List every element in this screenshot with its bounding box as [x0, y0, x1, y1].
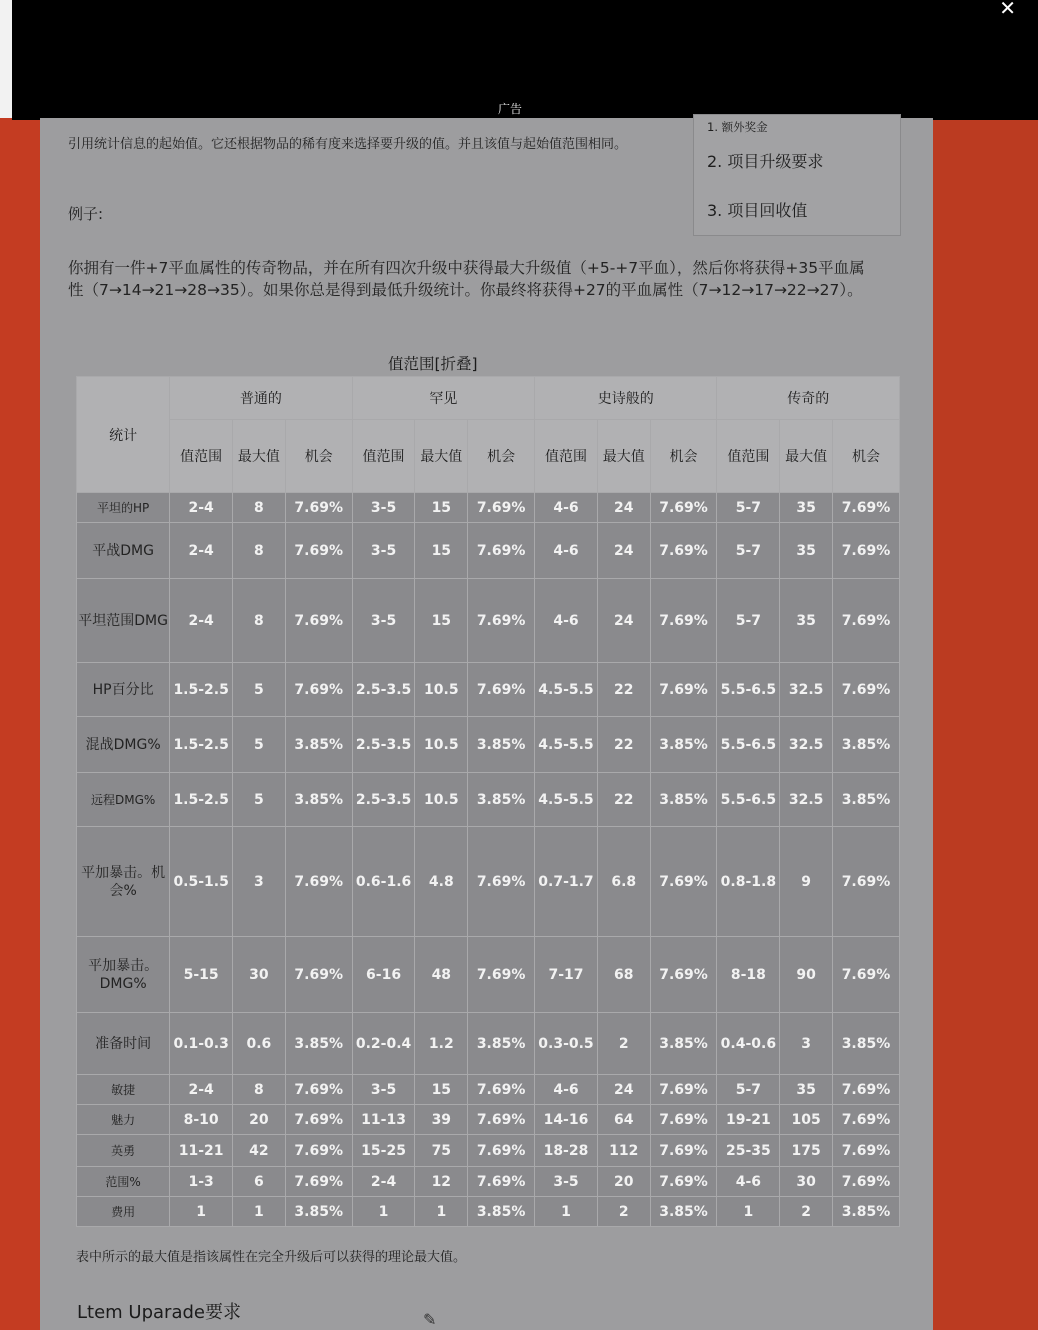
value-cell: 15 — [415, 523, 468, 579]
subheader-range: 值范围 — [535, 420, 598, 493]
value-cell: 8 — [233, 579, 286, 663]
section-heading: Ltem Uparade要求 — [77, 1302, 241, 1323]
value-cell: 0.1-0.3 — [170, 1013, 233, 1075]
subheader-max: 最大值 — [597, 420, 650, 493]
value-cell: 4.8 — [415, 827, 468, 937]
value-cell: 7-17 — [535, 937, 598, 1013]
value-cell: 6 — [233, 1167, 286, 1197]
value-cell: 10.5 — [415, 663, 468, 717]
value-cell: 2-4 — [170, 579, 233, 663]
table-caption-collapse-toggle[interactable]: 值范围[折叠] — [388, 355, 478, 373]
close-icon[interactable]: ✕ — [999, 0, 1016, 20]
value-cell: 3.85% — [285, 1013, 352, 1075]
table-row — [77, 1167, 900, 1197]
value-cell: 19-21 — [717, 1105, 780, 1135]
value-cell: 7.69% — [285, 827, 352, 937]
header-rarity-legendary: 传奇的 — [717, 377, 900, 420]
subheader-max: 最大值 — [780, 420, 833, 493]
subheader-chance: 机会 — [468, 420, 535, 493]
value-cell: 0.6 — [233, 1013, 286, 1075]
value-cell: 1 — [233, 1197, 286, 1227]
value-cell: 7.69% — [285, 937, 352, 1013]
value-cell: 20 — [597, 1167, 650, 1197]
value-cell: 0.4-0.6 — [717, 1013, 780, 1075]
toc-item-upgrade-requirements[interactable]: 2. 项目升级要求 — [707, 152, 824, 171]
value-cell: 4-6 — [535, 579, 598, 663]
value-cell: 7.69% — [650, 827, 717, 937]
stat-name-cell: 准备时间 — [77, 1013, 170, 1075]
value-cell: 7.69% — [832, 1075, 899, 1105]
value-cell: 35 — [780, 579, 833, 663]
value-cell: 4.5-5.5 — [535, 717, 598, 773]
value-cell: 3.85% — [285, 717, 352, 773]
value-cell: 7.69% — [468, 1075, 535, 1105]
table-row — [77, 1197, 900, 1227]
value-cell: 8 — [233, 1075, 286, 1105]
value-cell: 4-6 — [535, 493, 598, 523]
subheader-range: 值范围 — [352, 420, 415, 493]
subheader-range: 值范围 — [717, 420, 780, 493]
header-rarity-rare: 罕见 — [352, 377, 534, 420]
value-cell: 7.69% — [650, 579, 717, 663]
table-footnote: 表中所示的最大值是指该属性在完全升级后可以获得的理论最大值。 — [76, 1250, 467, 1265]
value-cell: 24 — [597, 523, 650, 579]
value-cell: 32.5 — [780, 717, 833, 773]
value-cell: 2.5-3.5 — [352, 663, 415, 717]
stat-name-cell: 范围% — [77, 1167, 170, 1197]
value-cell: 15 — [415, 1075, 468, 1105]
value-cell: 15 — [415, 579, 468, 663]
value-cell: 1 — [415, 1197, 468, 1227]
value-cell: 7.69% — [832, 827, 899, 937]
toc-item-salvage-value[interactable]: 3. 项目回收值 — [707, 201, 808, 220]
value-cell: 30 — [780, 1167, 833, 1197]
value-cell: 7.69% — [468, 523, 535, 579]
stat-name-cell: 平坦的HP — [77, 493, 170, 523]
value-cell: 24 — [597, 579, 650, 663]
value-cell: 4-6 — [717, 1167, 780, 1197]
stat-name-cell: HP百分比 — [77, 663, 170, 717]
stat-name-cell: 敏捷 — [77, 1075, 170, 1105]
value-cell: 7.69% — [285, 663, 352, 717]
value-cell: 10.5 — [415, 717, 468, 773]
value-cell: 7.69% — [832, 1105, 899, 1135]
value-cell: 5-7 — [717, 1075, 780, 1105]
value-cell: 7.69% — [832, 523, 899, 579]
value-cell: 24 — [597, 1075, 650, 1105]
value-cell: 8 — [233, 523, 286, 579]
table-row — [77, 773, 900, 827]
value-cell: 3 — [233, 827, 286, 937]
value-cell: 1 — [535, 1197, 598, 1227]
value-cell: 0.3-0.5 — [535, 1013, 598, 1075]
subheader-max: 最大值 — [415, 420, 468, 493]
value-cell: 2-4 — [170, 523, 233, 579]
pencil-icon[interactable]: ✎ — [423, 1310, 437, 1329]
value-cell: 22 — [597, 717, 650, 773]
value-cell: 4.5-5.5 — [535, 773, 598, 827]
table-row — [77, 937, 900, 1013]
value-cell: 7.69% — [832, 493, 899, 523]
value-cell: 7.69% — [650, 1075, 717, 1105]
subheader-chance: 机会 — [650, 420, 717, 493]
value-cell: 7.69% — [468, 827, 535, 937]
value-cell: 7.69% — [650, 493, 717, 523]
table-row — [77, 1105, 900, 1135]
value-cell: 7.69% — [285, 493, 352, 523]
stat-name-cell: 平战DMG — [77, 523, 170, 579]
value-cell: 2-4 — [170, 493, 233, 523]
value-cell: 2-4 — [352, 1167, 415, 1197]
value-cell: 8 — [233, 493, 286, 523]
value-cell: 7.69% — [650, 1105, 717, 1135]
table-row — [77, 523, 900, 579]
value-cell: 1.5-2.5 — [170, 773, 233, 827]
value-cell: 39 — [415, 1105, 468, 1135]
table-row — [77, 717, 900, 773]
value-cell: 3-5 — [352, 579, 415, 663]
value-cell: 25-35 — [717, 1135, 780, 1167]
value-cell: 7.69% — [832, 579, 899, 663]
value-cell: 5.5-6.5 — [717, 717, 780, 773]
value-cell: 7.69% — [650, 1167, 717, 1197]
value-cell: 35 — [780, 1075, 833, 1105]
value-cell: 6-16 — [352, 937, 415, 1013]
value-cell: 3.85% — [468, 1013, 535, 1075]
value-cell: 7.69% — [832, 1135, 899, 1167]
example-paragraph: 你拥有一件+7平血属性的传奇物品，并在所有四次升级中获得最大升级值（+5-+7平血），然后你将获得+35平血属性（7→14→21→28→35）。如果你总是得到最低升级统计。你最终将获得+27的平血属性（7→12→17→22→27）。 — [68, 259, 865, 299]
value-cell: 0.5-1.5 — [170, 827, 233, 937]
content-panel — [40, 118, 933, 1330]
table-row — [77, 1013, 900, 1075]
header-rarity-common: 普通的 — [170, 377, 352, 420]
value-cell: 14-16 — [535, 1105, 598, 1135]
value-cell: 2-4 — [170, 1075, 233, 1105]
value-cell: 22 — [597, 663, 650, 717]
value-cell: 105 — [780, 1105, 833, 1135]
value-cell: 1.5-2.5 — [170, 663, 233, 717]
value-cell: 1.2 — [415, 1013, 468, 1075]
value-cell: 4-6 — [535, 1075, 598, 1105]
value-cell: 7.69% — [468, 493, 535, 523]
subheader-chance: 机会 — [285, 420, 352, 493]
value-cell: 2.5-3.5 — [352, 773, 415, 827]
table-row — [77, 663, 900, 717]
toc-item-bonus[interactable]: 1. 额外奖金 — [707, 120, 768, 134]
value-cell: 4.5-5.5 — [535, 663, 598, 717]
value-cell: 7.69% — [468, 579, 535, 663]
value-cell: 3-5 — [352, 493, 415, 523]
value-cell: 3 — [780, 1013, 833, 1075]
example-label: 例子: — [68, 205, 104, 223]
value-cell: 7.69% — [285, 1167, 352, 1197]
value-range-table — [76, 376, 900, 1227]
value-cell: 42 — [233, 1135, 286, 1167]
table-row — [77, 1075, 900, 1105]
value-cell: 6.8 — [597, 827, 650, 937]
stat-name-cell: 平加暴击。机会% — [77, 827, 170, 937]
value-cell: 5-7 — [717, 579, 780, 663]
value-cell: 75 — [415, 1135, 468, 1167]
value-cell: 9 — [780, 827, 833, 937]
value-cell: 3.85% — [468, 717, 535, 773]
value-cell: 15-25 — [352, 1135, 415, 1167]
value-cell: 32.5 — [780, 663, 833, 717]
value-cell: 10.5 — [415, 773, 468, 827]
value-cell: 7.69% — [285, 1075, 352, 1105]
value-cell: 48 — [415, 937, 468, 1013]
value-cell: 11-13 — [352, 1105, 415, 1135]
value-cell: 3-5 — [535, 1167, 598, 1197]
value-cell: 30 — [233, 937, 286, 1013]
stat-name-cell: 费用 — [77, 1197, 170, 1227]
value-cell: 3.85% — [832, 1197, 899, 1227]
value-cell: 20 — [233, 1105, 286, 1135]
value-cell: 0.6-1.6 — [352, 827, 415, 937]
value-cell: 5-15 — [170, 937, 233, 1013]
value-cell: 8-18 — [717, 937, 780, 1013]
table-row — [77, 1135, 900, 1167]
value-cell: 7.69% — [285, 1135, 352, 1167]
value-cell: 5-7 — [717, 493, 780, 523]
value-cell: 2.5-3.5 — [352, 717, 415, 773]
value-cell: 3-5 — [352, 523, 415, 579]
value-cell: 35 — [780, 493, 833, 523]
value-cell: 32.5 — [780, 773, 833, 827]
value-cell: 1 — [170, 1197, 233, 1227]
value-cell: 7.69% — [468, 1167, 535, 1197]
value-cell: 3.85% — [832, 1013, 899, 1075]
value-cell: 1.5-2.5 — [170, 717, 233, 773]
subheader-max: 最大值 — [233, 420, 286, 493]
value-cell: 15 — [415, 493, 468, 523]
value-cell: 3-5 — [352, 1075, 415, 1105]
value-cell: 7.69% — [468, 1135, 535, 1167]
value-cell: 7.69% — [650, 663, 717, 717]
value-cell: 7.69% — [832, 1167, 899, 1197]
value-cell: 5.5-6.5 — [717, 663, 780, 717]
value-cell: 3.85% — [650, 773, 717, 827]
value-cell: 35 — [780, 523, 833, 579]
value-cell: 18-28 — [535, 1135, 598, 1167]
value-cell: 1 — [717, 1197, 780, 1227]
ad-banner[interactable] — [12, 0, 1038, 120]
stat-name-cell: 远程DMG% — [77, 773, 170, 827]
stat-name-cell: 平加暴击。DMG% — [77, 937, 170, 1013]
value-cell: 64 — [597, 1105, 650, 1135]
value-cell: 5.5-6.5 — [717, 773, 780, 827]
value-cell: 0.8-1.8 — [717, 827, 780, 937]
value-cell: 3.85% — [650, 1013, 717, 1075]
value-cell: 7.69% — [650, 1135, 717, 1167]
value-cell: 24 — [597, 493, 650, 523]
value-cell: 68 — [597, 937, 650, 1013]
stat-name-cell: 混战DMG% — [77, 717, 170, 773]
left-background — [0, 118, 40, 1330]
value-cell: 7.69% — [285, 1105, 352, 1135]
value-cell: 7.69% — [285, 579, 352, 663]
value-cell: 5 — [233, 717, 286, 773]
value-cell: 3.85% — [285, 1197, 352, 1227]
intro-text: 引用统计信息的起始值。它还根据物品的稀有度来选择要升级的值。并且该值与起始值范围相同。 — [68, 137, 628, 152]
value-cell: 3.85% — [650, 717, 717, 773]
value-cell: 11-21 — [170, 1135, 233, 1167]
right-background — [933, 118, 1038, 1330]
value-cell: 2 — [597, 1013, 650, 1075]
value-cell: 7.69% — [468, 663, 535, 717]
value-cell: 2 — [780, 1197, 833, 1227]
value-cell: 5 — [233, 773, 286, 827]
table-row — [77, 579, 900, 663]
subheader-chance: 机会 — [832, 420, 899, 493]
value-cell: 3.85% — [832, 773, 899, 827]
value-cell: 7.69% — [650, 523, 717, 579]
stat-name-cell: 平坦范围DMG — [77, 579, 170, 663]
value-cell: 5 — [233, 663, 286, 717]
header-rarity-epic: 史诗般的 — [535, 377, 717, 420]
value-cell: 7.69% — [285, 523, 352, 579]
table-row — [77, 493, 900, 523]
value-cell: 3.85% — [468, 1197, 535, 1227]
value-cell: 3.85% — [832, 717, 899, 773]
stat-name-cell: 魅力 — [77, 1105, 170, 1135]
value-cell: 1-3 — [170, 1167, 233, 1197]
value-cell: 175 — [780, 1135, 833, 1167]
stat-name-cell: 英勇 — [77, 1135, 170, 1167]
subheader-range: 值范围 — [170, 420, 233, 493]
value-cell: 22 — [597, 773, 650, 827]
table-row — [77, 827, 900, 937]
value-cell: 3.85% — [650, 1197, 717, 1227]
value-cell: 0.7-1.7 — [535, 827, 598, 937]
value-cell: 0.2-0.4 — [352, 1013, 415, 1075]
value-cell: 90 — [780, 937, 833, 1013]
value-cell: 2 — [597, 1197, 650, 1227]
value-cell: 7.69% — [832, 937, 899, 1013]
value-cell: 7.69% — [468, 937, 535, 1013]
value-cell: 3.85% — [285, 773, 352, 827]
value-cell: 7.69% — [650, 937, 717, 1013]
value-cell: 7.69% — [468, 1105, 535, 1135]
ad-label: 广告 — [498, 102, 523, 116]
value-cell: 112 — [597, 1135, 650, 1167]
value-cell: 8-10 — [170, 1105, 233, 1135]
value-cell: 4-6 — [535, 523, 598, 579]
value-cell: 1 — [352, 1197, 415, 1227]
table-of-contents — [693, 114, 901, 236]
value-cell: 12 — [415, 1167, 468, 1197]
value-cell: 5-7 — [717, 523, 780, 579]
value-cell: 7.69% — [832, 663, 899, 717]
value-cell: 3.85% — [468, 773, 535, 827]
header-stat: 统计 — [77, 377, 170, 493]
